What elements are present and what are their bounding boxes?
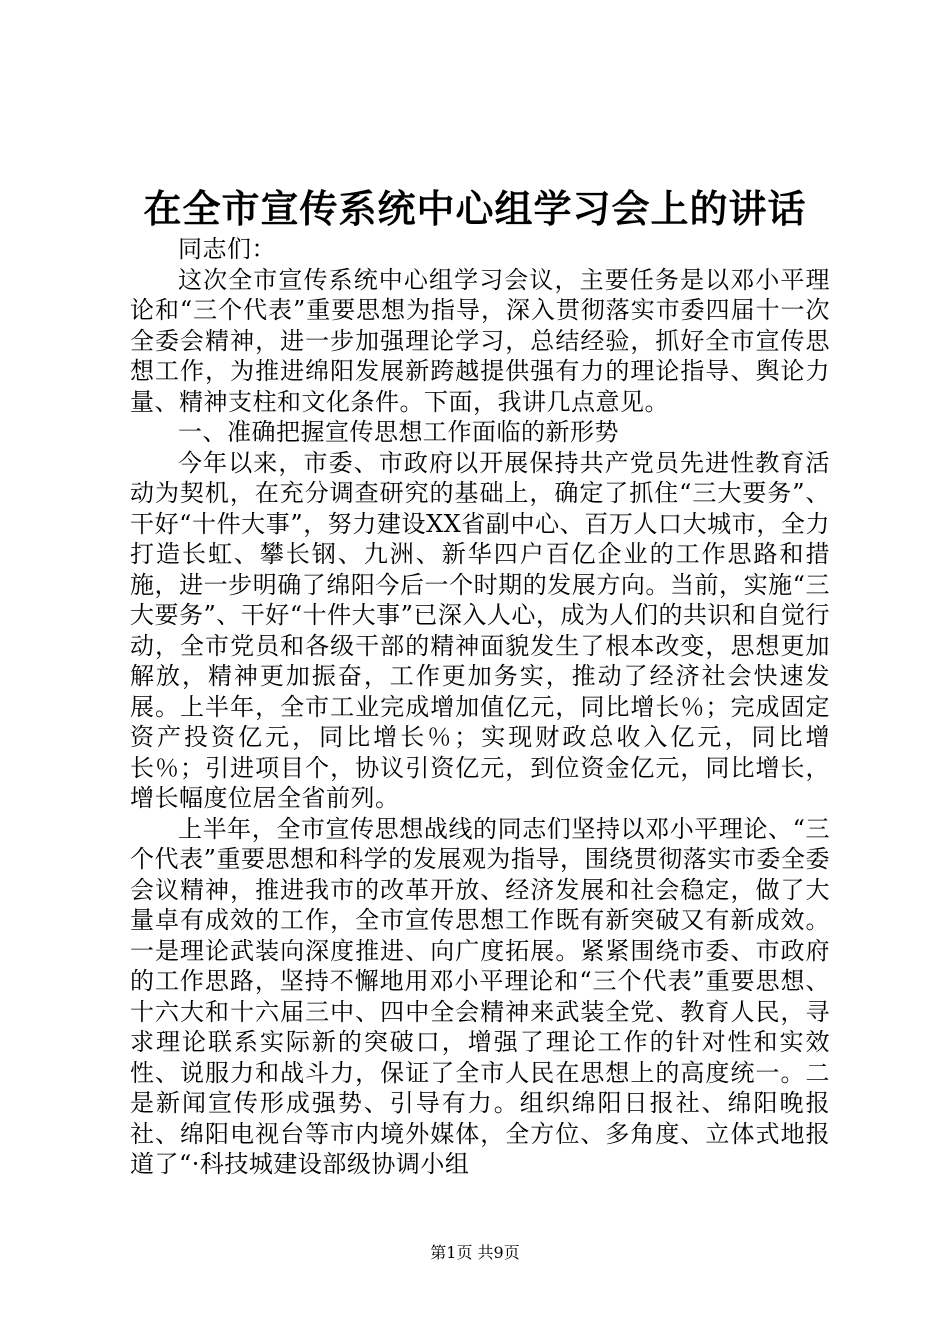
document-body [130, 234, 830, 1180]
paragraph-situation: 今年以来，市委、市政府以开展保持共产党员先进性教育活动为契机，在充分调查研究的基础上，确定了抓住“三大要务”、干好“十件大事”，努力建设XX省副中心、百万人口大城市，全力打造长虹、攀长钢、九洲、新华四户百亿企业的工作思路和措施，进一步明确了绵阳今后一个时期的发展方向。当前，实施“三大要务”、干好“十件大事”已深入人心，成为人们的共识和自觉行动，全市党员和各级干部的精神面貌发生了根本改变，思想更加解放，精神更加振奋，工作更加务实，推动了经济社会快速发展。上半年，全市工业完成增加值亿元，同比增长％；完成固定资产投资亿元，同比增长％；实现财政总收入亿元，同比增长％；引进项目个，协议引资亿元，到位资金亿元，同比增长，增长幅度位居全省前列。 [130, 448, 830, 812]
section-heading: 一、准确把握宣传思想工作面临的新形势 [178, 418, 619, 446]
page-footer: 第1页 共9页 [430, 1243, 520, 1262]
document-title: 在全市宣传系统中心组学习会上的讲话 [143, 186, 807, 231]
salutation: 同志们： [178, 235, 276, 263]
paragraph-achievements: 上半年，全市宣传思想战线的同志们坚持以邓小平理论、“三个代表”重要思想和科学的发展观为指导，围绕贯彻落实市委全委会议精神，推进我市的改革开放、经济发展和社会稳定，做了大量卓有成效的工作，全市宣传思想工作既有新突破又有新成效。一是理论武装向深度推进、向广度拓展。紧紧围绕市委、市政府的工作思路，坚持不懈地用邓小平理论和“三个代表”重要思想、十六大和十六届三中、四中全会精神来武装全党、教育人民，寻求理论联系实际新的突破口，增强了理论工作的针对性和实效性、说服力和战斗力，保证了全市人民在思想上的高度统一。二是新闻宣传形成强势、引导有力。组织绵阳日报社、绵阳晚报社、绵阳电视台等市内境外媒体，全方位、多角度、立体式地报道了“·科技城建设部级协调小组 [130, 814, 830, 1178]
paragraph-intro: 这次全市宣传系统中心组学习会议，主要任务是以邓小平理论和“三个代表”重要思想为指导，深入贯彻落实市委四届十一次全委会精神，进一步加强理论学习，总结经验，抓好全市宣传思想工作，为推进绵阳发展新跨越提供强有力的理论指导、舆论力量、精神支柱和文化条件。下面，我讲几点意见。 [130, 265, 830, 416]
